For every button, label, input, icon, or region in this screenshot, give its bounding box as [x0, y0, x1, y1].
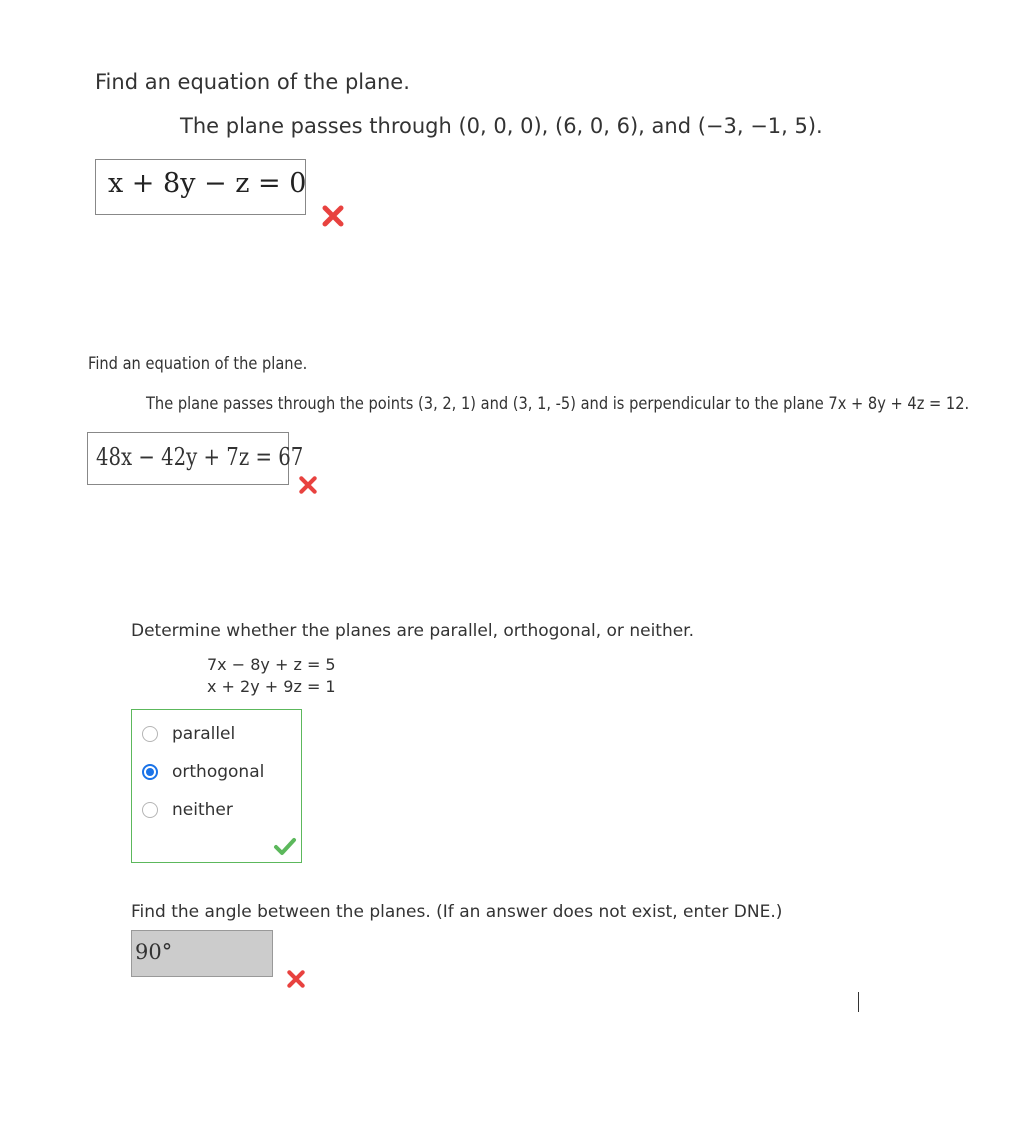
problem2-answer-text: 48x − 42y + 7z = 67 — [96, 443, 304, 471]
problem1-answer-text: x + 8y − z = 0 — [108, 168, 307, 199]
x-mark-icon — [286, 969, 306, 993]
x-mark-icon — [298, 475, 318, 499]
problem4-answer-text: 90° — [135, 940, 173, 964]
problem2-answer-field[interactable] — [87, 432, 304, 485]
problem3-equation1: 7x − 8y + z = 5 — [207, 655, 336, 674]
problem1-condition: The plane passes through (0, 0, 0), (6, 0, 6), and (−3, −1, 5). — [180, 114, 823, 138]
problem4-answer-field[interactable] — [131, 930, 273, 977]
radio-parallel[interactable] — [142, 726, 158, 742]
problem2-condition: The plane passes through the points (3, 2, 1) and (3, 1, -5) and is perpendicular to the plane 7x + 8y + 4z = 12. — [146, 394, 970, 414]
option-label: neither — [172, 800, 233, 820]
text-cursor — [858, 992, 859, 1012]
check-mark-icon — [273, 836, 297, 860]
problem1-answer-field[interactable] — [95, 159, 306, 215]
problem2-prompt: Find an equation of the plane. — [88, 354, 308, 374]
problem1-prompt: Find an equation of the plane. — [95, 70, 410, 94]
option-neither[interactable] — [142, 800, 233, 820]
option-parallel[interactable] — [142, 724, 235, 744]
x-mark-icon — [321, 204, 345, 232]
radio-orthogonal[interactable] — [142, 764, 158, 780]
problem4-prompt: Find the angle between the planes. (If an answer does not exist, enter DNE.) — [131, 902, 783, 922]
problem3-prompt: Determine whether the planes are parallel, orthogonal, or neither. — [131, 621, 695, 641]
option-label: parallel — [172, 724, 236, 744]
problem3-equation2: x + 2y + 9z = 1 — [207, 677, 336, 696]
radio-neither[interactable] — [142, 802, 158, 818]
option-label: orthogonal — [172, 762, 265, 782]
option-orthogonal[interactable] — [142, 762, 264, 782]
